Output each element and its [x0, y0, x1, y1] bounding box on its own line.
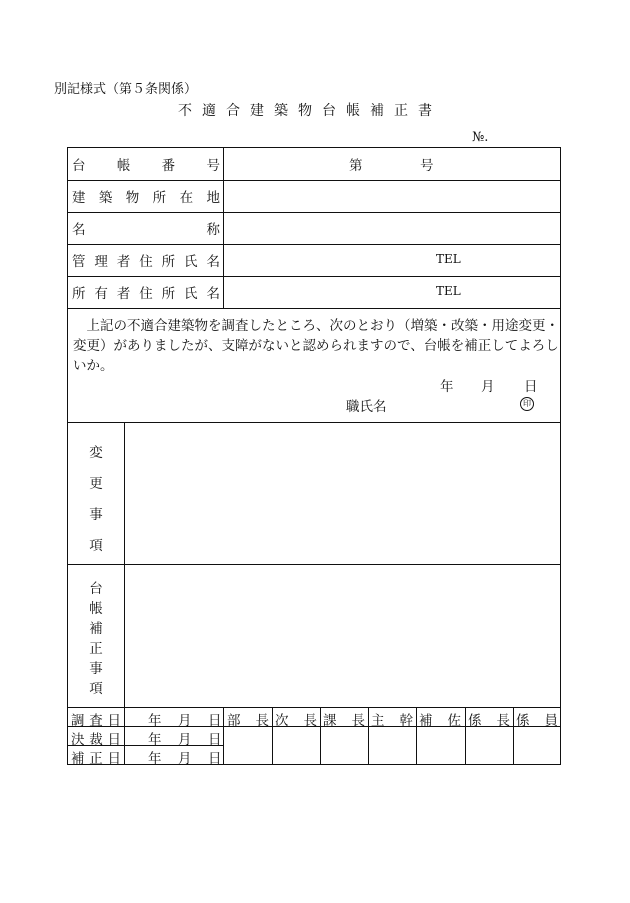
row-divider	[68, 180, 560, 181]
survey-date-month: 月	[178, 713, 192, 729]
seal-mark: 印	[520, 397, 534, 411]
row-divider	[68, 276, 560, 277]
statement-text: 上記の不適合建築物を調査したところ、次のとおり（増築・改築・用途変更・変更）がありましたが、支障がないと認められますので、台帳を補正してよろしいか。	[73, 318, 559, 374]
role-kakariin: 係 員	[516, 713, 558, 729]
survey-date-label: 調 査 日	[71, 713, 121, 729]
column-divider	[124, 422, 125, 764]
decision-date-year: 年	[148, 732, 162, 748]
owner-tel-label: TEL	[436, 284, 461, 298]
row-divider	[68, 422, 560, 423]
manager-tel-label: TEL	[436, 252, 461, 266]
column-divider	[465, 707, 466, 764]
date-month: 月	[481, 379, 495, 395]
column-divider	[416, 707, 417, 764]
role-shukan: 主 幹	[371, 713, 413, 729]
column-divider	[513, 707, 514, 764]
owner-label: 所 有 者 住 所 氏 名	[72, 286, 220, 302]
correction-date-year: 年	[148, 751, 162, 767]
row-divider	[68, 564, 560, 565]
official-name-label: 職氏名	[346, 399, 387, 415]
number-mark: №.	[472, 130, 489, 145]
form-table	[67, 147, 561, 765]
row-divider	[68, 212, 560, 213]
correction-date-month: 月	[178, 751, 192, 767]
column-divider	[272, 707, 273, 764]
role-jicho: 次 長	[275, 713, 317, 729]
role-kacho: 課 長	[323, 713, 365, 729]
form-label: 別記様式（第５条関係）	[54, 82, 198, 97]
role-kakaricho: 係 長	[468, 713, 510, 729]
column-divider	[368, 707, 369, 764]
row-divider	[68, 707, 560, 708]
column-divider	[320, 707, 321, 764]
building-location-label: 建 築 物 所 在 地	[72, 190, 220, 206]
ledger-number-prefix: 第	[349, 158, 363, 174]
date-day: 日	[524, 379, 538, 395]
ledger-number-label: 台 帳 番 号	[72, 158, 220, 174]
row-divider	[68, 308, 560, 309]
survey-date-year: 年	[148, 713, 162, 729]
column-divider	[223, 707, 224, 764]
document-title: 不適合建築物台帳補正書	[178, 103, 442, 119]
decision-date-month: 月	[178, 732, 192, 748]
survey-date-day: 日	[208, 713, 222, 729]
date-year: 年	[440, 379, 454, 395]
ledger-number-suffix: 号	[420, 158, 434, 174]
correction-label: 台 帳 補 正 事 項	[89, 581, 103, 697]
decision-date-day: 日	[208, 732, 222, 748]
column-divider	[223, 148, 224, 308]
role-hosa: 補 佐	[419, 713, 461, 729]
role-bucho: 部 長	[227, 713, 269, 729]
correction-date-day: 日	[208, 751, 222, 767]
manager-label: 管 理 者 住 所 氏 名	[72, 254, 220, 270]
name-label: 名 称	[72, 222, 220, 238]
row-divider	[68, 244, 560, 245]
changes-label: 変 更 事 項	[89, 445, 103, 554]
decision-date-label: 決 裁 日	[71, 732, 121, 748]
correction-date-label: 補 正 日	[71, 751, 121, 767]
